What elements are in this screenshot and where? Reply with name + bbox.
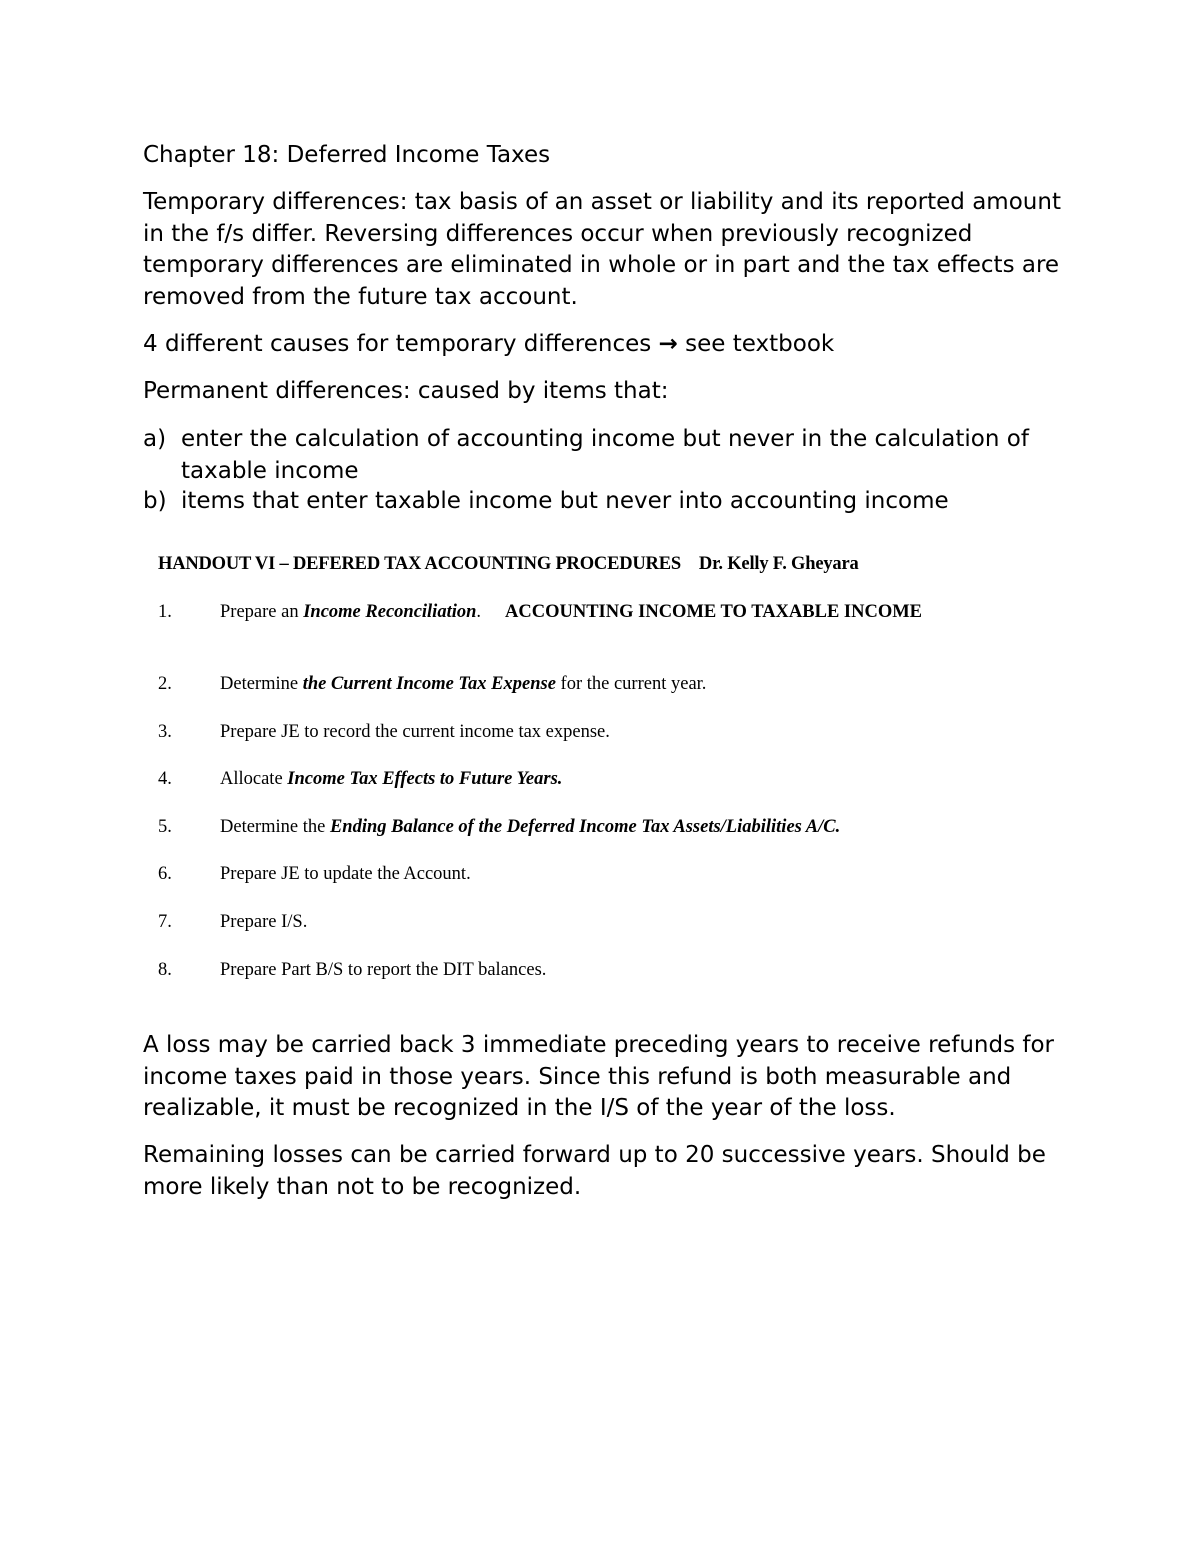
step-text: Allocate Income Tax Effects to Future Years. — [220, 769, 563, 789]
loss-carryback-paragraph: A loss may be carried back 3 immediate preceding years to receive refunds for income taxes paid in those years. Since this refund is both measurable and realizable, it must be recognized in the I/S of the year of the loss. — [143, 1032, 1055, 1121]
step-text: Prepare JE to record the current income tax expense. — [220, 722, 610, 742]
list-marker: b) — [143, 488, 167, 514]
step-text: Prepare I/S. — [220, 912, 308, 932]
handout-heading: HANDOUT VI – DEFERED TAX ACCOUNTING PROCEDURES — [158, 554, 681, 574]
permanent-differences-intro: Permanent differences: caused by items that: — [143, 378, 669, 404]
step-text: Determine the Ending Balance of the Deferred Income Tax Assets/Liabilities A/C. — [220, 817, 841, 837]
step-text: Prepare JE to update the Account. — [220, 864, 471, 884]
causes-reference: see textbook — [685, 331, 835, 357]
step-number: 6. — [158, 864, 172, 884]
list-marker: a) — [143, 426, 167, 452]
step-number: 5. — [158, 817, 172, 837]
step-text: Prepare an Income Reconciliation. ACCOUNTING INCOME TO TAXABLE INCOME — [220, 602, 923, 622]
list-item-text: enter the calculation of accounting income but never in the calculation of taxable income — [181, 426, 1029, 484]
step-number: 4. — [158, 769, 172, 789]
handout-title — [158, 552, 859, 576]
arrow-right-icon: → — [658, 331, 678, 357]
step-text: Determine the Current Income Tax Expense for the current year. — [220, 674, 707, 694]
step-text: Prepare Part B/S to report the DIT balances. — [220, 960, 547, 980]
step-number: 8. — [158, 960, 172, 980]
step-number: 2. — [158, 674, 172, 694]
step-number: 3. — [158, 722, 172, 742]
list-item-text: items that enter taxable income but never into accounting income — [181, 488, 949, 514]
step-number: 7. — [158, 912, 172, 932]
loss-carryforward-paragraph: Remaining losses can be carried forward up to 20 successive years. Should be more likely than not to be recognized. — [143, 1142, 1046, 1200]
causes-line — [143, 329, 1073, 361]
step-number: 1. — [158, 602, 172, 622]
handout-author: Dr. Kelly F. Gheyara — [698, 554, 859, 574]
temporary-differences-paragraph: Temporary differences: tax basis of an asset or liability and its reported amount in the f/s differ. Reversing differences occur when previously recognized temporary differences are eliminated in whole or in part and the tax effects are removed from the future tax account. — [143, 189, 1061, 310]
causes-text: 4 different causes for temporary differences — [143, 331, 652, 357]
page-title: Chapter 18: Deferred Income Taxes — [143, 142, 551, 168]
